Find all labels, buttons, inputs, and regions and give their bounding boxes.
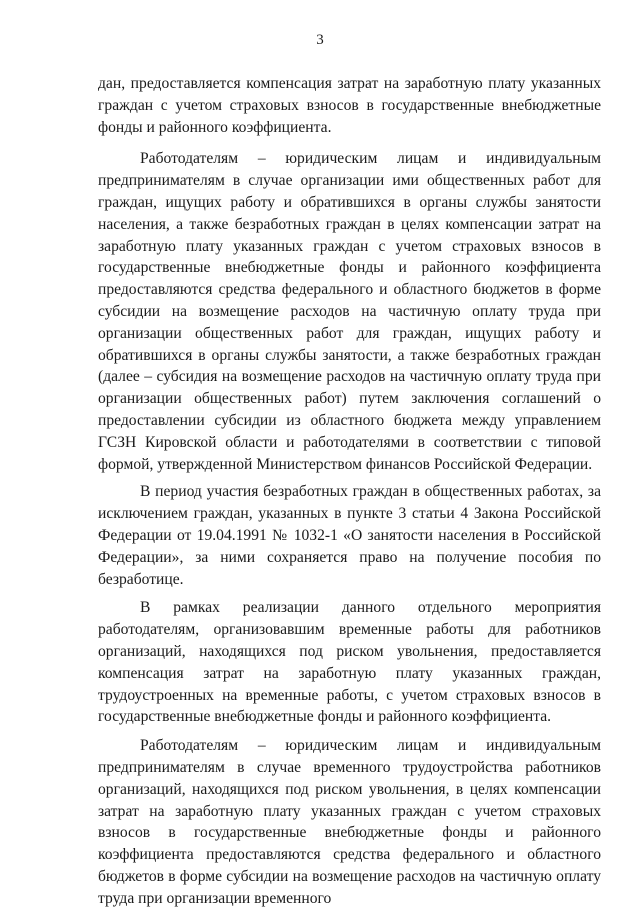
- page-number: 3: [316, 32, 324, 48]
- paragraph-1: дан, предоставляется компенсация затрат на заработную плату указанных граждан с учетом страховых взносов в государственные внебюджетные фонды и районного коэффициента.: [98, 75, 601, 136]
- paragraph-4: В рамках реализации данного отдельного мероприятия работодателям, организовавшим временные работы для работников организаций, находящихся под риском увольнения, предоставляется компенсация затрат на заработную плату указанных граждан, трудоустроенных на временные работы, с учетом страховых взносов в государственные внебюджетные фонды и районного коэффициента.: [98, 599, 601, 726]
- paragraph-3: В период участия безработных граждан в общественных работах, за исключением граждан, указанных в пункте 3 статьи 4 Закона Российской Федерации от 19.04.1991 № 1032-1 «О занятости населения в Российской Федерации», за ними сохраняется право на получение пособия по безработице.: [98, 483, 601, 588]
- paragraph-5: Работодателям – юридическим лицам и индивидуальным предпринимателям в случае временного трудоустройства работников организаций, находящихся под риском увольнения, в целях компенсации затрат на заработную плату указанных граждан с учетом страховых взносов в государственные внебюджетные фонды и районного коэффициента предоставляются средства федерального и областного бюджетов в форме субсидии на возмещение расходов на частичную оплату труда при организации временного: [98, 737, 601, 907]
- paragraph-2: Работодателям – юридическим лицам и индивидуальным предпринимателям в случае организации ими общественных работ для граждан, ищущих работу и обратившихся в органы службы занятости населения, а также безработных граждан в целях компенсации затрат на заработную плату указанных граждан с учетом страховых взносов в государственные внебюджетные фонды и районного коэффициента предоставляются средства федерального и областного бюджетов в форме субсидии на возмещение расходов на частичную оплату труда при организации общественных работ для граждан, ищущих работу и обратившихся в органы службы занятости, а также безработных граждан (далее – субсидия на возмещение расходов на частичную оплату труда при организации общественных работ) путем заключения соглашений о предоставлении субсидии из областного бюджета между управлением ГСЗН Кировской области и работодателями в соответствии с типовой формой, утвержденной Министерством финансов Российской Федерации.: [98, 150, 601, 473]
- document-body: [98, 73, 601, 909]
